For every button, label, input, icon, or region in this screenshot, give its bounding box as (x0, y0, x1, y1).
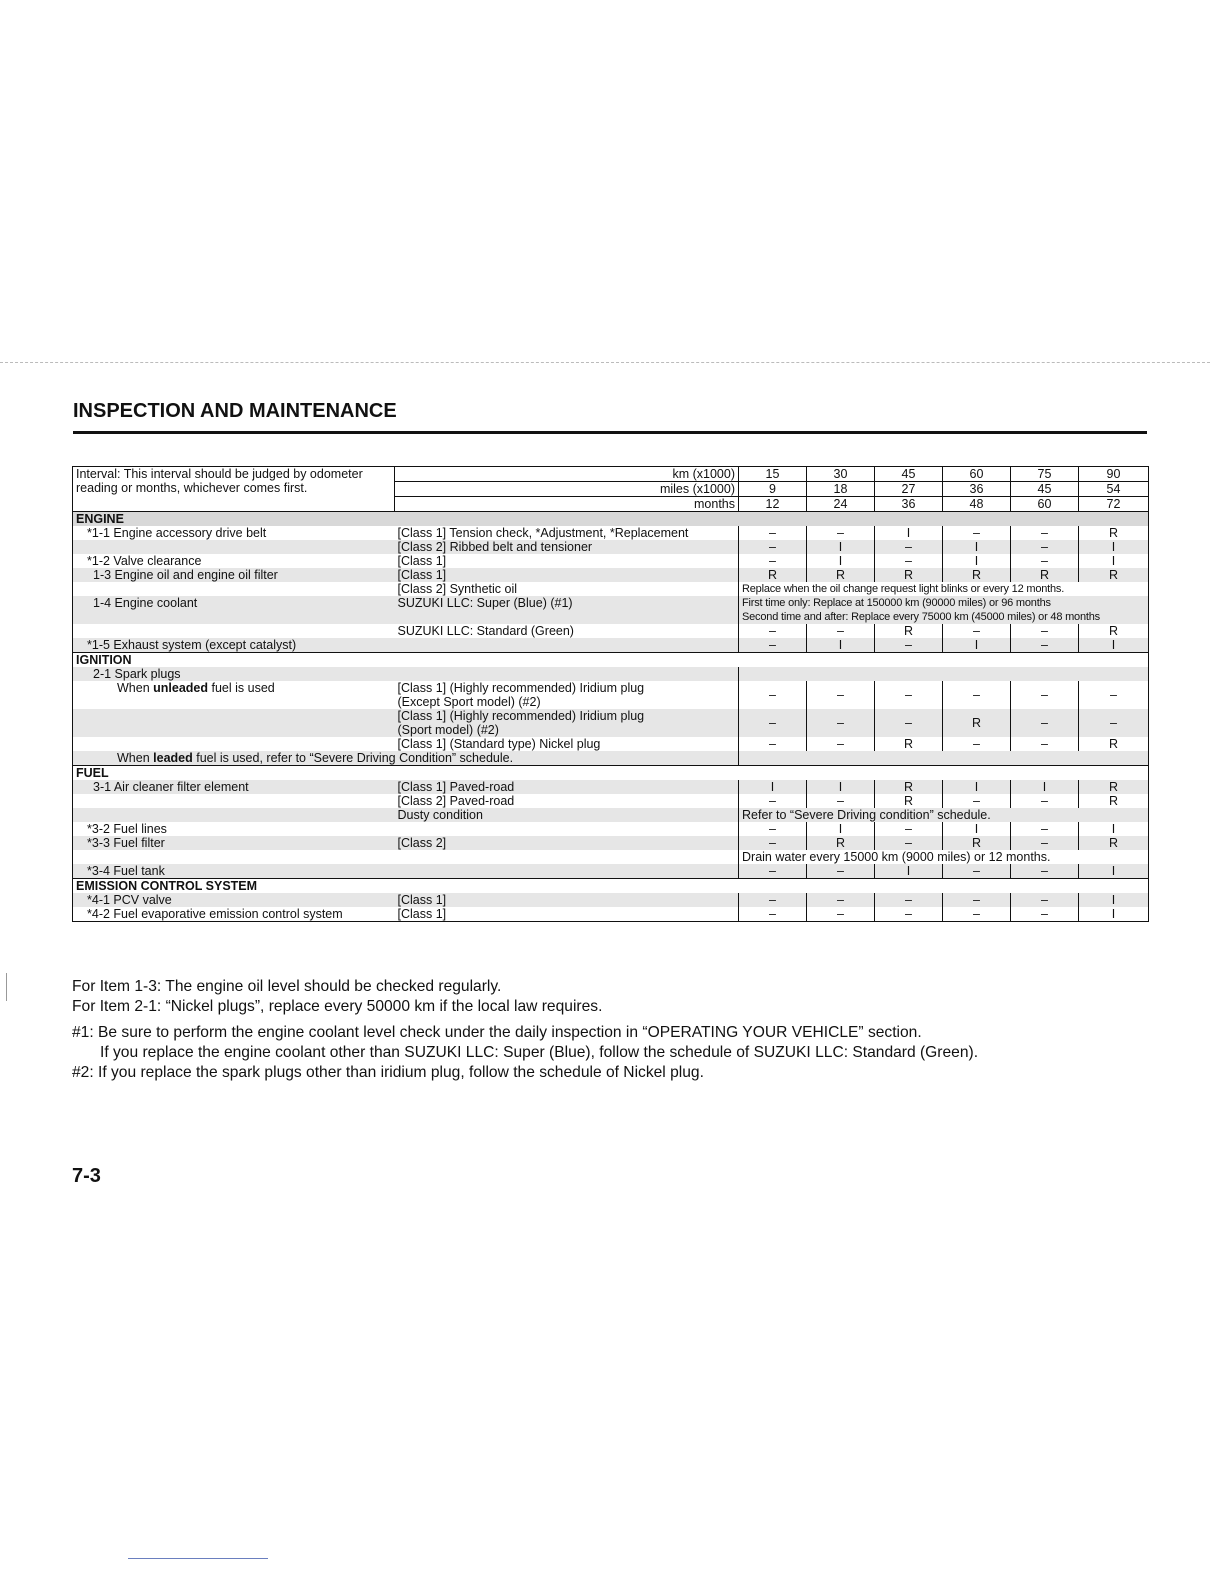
schedule-cell: – (807, 737, 875, 751)
schedule-cell: – (875, 709, 943, 737)
schedule-cell: – (739, 836, 807, 850)
schedule-cell: – (739, 893, 807, 907)
section-title: EMISSION CONTROL SYSTEM (73, 879, 1149, 894)
table-row (73, 624, 1149, 638)
schedule-cell: – (1011, 907, 1079, 922)
item-name (73, 624, 395, 638)
item-spec (395, 667, 739, 681)
note-2: #2: If you replace the spark plugs other than iridium plug, follow the schedule of Nickel plug. (72, 1064, 704, 1081)
schedule-cell: I (943, 780, 1011, 794)
schedule-cell: – (875, 554, 943, 568)
schedule-cell: – (1011, 737, 1079, 751)
schedule-cell: – (943, 864, 1011, 879)
schedule-cell: – (1011, 624, 1079, 638)
schedule-cell: – (943, 907, 1011, 922)
schedule-cell: – (739, 638, 807, 653)
table-row (73, 751, 1149, 766)
schedule-cell: – (1011, 681, 1079, 709)
spec-line: (Sport model) (#2) (397, 723, 499, 737)
item-name (73, 709, 395, 737)
scan-artifact-line (0, 362, 1210, 363)
item-name: *1-1 Engine accessory drive belt (87, 526, 267, 540)
item-name-post: fuel is used (208, 681, 275, 695)
miles-value: 9 (739, 482, 807, 497)
miles-value: 36 (943, 482, 1011, 497)
schedule-cell: – (739, 554, 807, 568)
schedule-cell: – (1011, 836, 1079, 850)
item-spec (395, 709, 739, 737)
item-spec: [Class 1] Paved-road (395, 780, 739, 794)
item-name-bold: leaded (153, 751, 193, 765)
section-header-engine (73, 512, 1149, 527)
unit-km: km (x1000) (395, 467, 739, 482)
item-name (73, 808, 395, 822)
schedule-cell: – (875, 836, 943, 850)
item-spec (395, 681, 739, 709)
footnotes (72, 977, 978, 1083)
schedule-cell: – (1011, 822, 1079, 836)
table-row (73, 638, 1149, 653)
schedule-cell: I (739, 780, 807, 794)
item-spec (395, 638, 739, 653)
empty-span (739, 667, 1149, 681)
km-value: 30 (807, 467, 875, 482)
schedule-cell: – (739, 864, 807, 879)
item-spec: [Class 1] Tension check, *Adjustment, *Replacement (397, 526, 689, 540)
item-spec: [Class 1] (397, 554, 447, 568)
schedule-cell: – (943, 624, 1011, 638)
item-spec (395, 822, 739, 836)
item-name: 3-1 Air cleaner filter element (73, 780, 395, 794)
item-name: *3-4 Fuel tank (73, 864, 395, 879)
schedule-cell: R (875, 624, 943, 638)
schedule-cell: – (739, 540, 807, 554)
table-row (73, 681, 1149, 709)
schedule-cell: – (1011, 526, 1079, 540)
table-row (73, 808, 1149, 822)
section-title: FUEL (73, 766, 1149, 781)
schedule-cell: R (875, 780, 943, 794)
schedule-cell: – (943, 794, 1011, 808)
schedule-cell: – (807, 907, 875, 922)
months-value: 12 (739, 497, 807, 512)
item-name: *4-1 PCV valve (73, 893, 395, 907)
schedule-cell: – (1011, 638, 1079, 653)
table-row (73, 780, 1149, 794)
schedule-cell: – (807, 526, 875, 540)
item-spec: [Class 1] (397, 907, 447, 921)
schedule-cell: I (1011, 780, 1079, 794)
table-row (73, 822, 1149, 836)
schedule-cell: R (739, 568, 807, 582)
item-name-pre: When (117, 681, 154, 695)
schedule-cell: R (1079, 568, 1149, 582)
schedule-cell: R (943, 568, 1011, 582)
miles-value: 54 (1079, 482, 1149, 497)
item-name (73, 794, 395, 808)
schedule-cell: – (739, 737, 807, 751)
item-name (73, 540, 395, 554)
table-row (73, 836, 1149, 850)
schedule-cell: – (875, 540, 943, 554)
months-value: 24 (807, 497, 875, 512)
schedule-cell: I (807, 822, 875, 836)
schedule-cell: – (1011, 794, 1079, 808)
schedule-cell: R (1079, 624, 1149, 638)
table-row (73, 554, 1149, 568)
unit-months: months (395, 497, 739, 512)
table-row (73, 850, 1149, 864)
schedule-cell: – (875, 638, 943, 653)
table-row (73, 893, 1149, 907)
schedule-cell: I (1079, 554, 1149, 568)
schedule-cell: – (1011, 540, 1079, 554)
item-spec: Dusty condition (395, 808, 739, 822)
item-name: *3-2 Fuel lines (87, 822, 167, 836)
note-item-2-1: For Item 2-1: “Nickel plugs”, replace every 50000 km if the local law requires. (72, 998, 603, 1015)
span-note: Refer to “Severe Driving condition” schedule. (739, 808, 1149, 822)
span-note (739, 596, 1149, 624)
empty-span (739, 751, 1149, 766)
schedule-cell: – (943, 526, 1011, 540)
schedule-cell: – (943, 737, 1011, 751)
schedule-cell: I (943, 540, 1011, 554)
schedule-cell: I (943, 638, 1011, 653)
schedule-cell: – (739, 624, 807, 638)
coolant-second-note: Second time and after: Replace every 75000 km (45000 miles) or 48 months (742, 611, 1100, 623)
item-spec (395, 850, 739, 864)
km-value: 15 (739, 467, 807, 482)
schedule-cell: I (807, 780, 875, 794)
schedule-cell: R (943, 709, 1011, 737)
title-rule (73, 431, 1147, 434)
schedule-cell: R (875, 794, 943, 808)
section-header-ignition (73, 653, 1149, 668)
schedule-cell: – (875, 822, 943, 836)
table-row (73, 864, 1149, 879)
schedule-cell: I (807, 638, 875, 653)
item-name (73, 751, 739, 766)
schedule-cell: – (739, 681, 807, 709)
km-value: 90 (1079, 467, 1149, 482)
table-row (73, 526, 1149, 540)
page-number: 7-3 (72, 1165, 101, 1187)
schedule-cell: – (739, 794, 807, 808)
schedule-cell: – (739, 907, 807, 922)
miles-value: 45 (1011, 482, 1079, 497)
table-row (73, 568, 1149, 582)
schedule-cell: I (875, 864, 943, 879)
miles-value: 18 (807, 482, 875, 497)
schedule-cell: – (739, 526, 807, 540)
spec-line: [Class 1] (Highly recommended) Iridium plug (397, 681, 645, 695)
schedule-cell: R (807, 568, 875, 582)
miles-value: 27 (875, 482, 943, 497)
km-value: 60 (943, 467, 1011, 482)
unit-miles: miles (x1000) (395, 482, 739, 497)
table-row (73, 794, 1149, 808)
schedule-cell: – (875, 907, 943, 922)
schedule-cell: – (1079, 709, 1149, 737)
item-spec: SUZUKI LLC: Super (Blue) (#1) (395, 596, 739, 624)
schedule-cell: – (1011, 893, 1079, 907)
note-1-continued: If you replace the engine coolant other than SUZUKI LLC: Super (Blue), follow the schedule of SUZUKI LLC: Standard (Green). (100, 1044, 979, 1061)
schedule-cell: I (1079, 893, 1149, 907)
section-title: ENGINE (73, 512, 1149, 527)
table-row (73, 709, 1149, 737)
schedule-cell: I (1079, 864, 1149, 879)
page-title: INSPECTION AND MAINTENANCE (73, 400, 397, 422)
span-note: Drain water every 15000 km (9000 miles) or 12 months. (739, 850, 1149, 864)
table-row (73, 540, 1149, 554)
span-note: Replace when the oil change request light blinks or every 12 months. (739, 582, 1149, 596)
table-row (73, 596, 1149, 624)
table-row (73, 737, 1149, 751)
item-name-pre: When (117, 751, 154, 765)
header-row-km (73, 467, 1149, 482)
schedule-cell: I (1079, 540, 1149, 554)
schedule-cell: R (807, 836, 875, 850)
spec-line: [Class 1] (Highly recommended) Iridium plug (397, 709, 645, 723)
km-value: 45 (875, 467, 943, 482)
schedule-cell: I (807, 540, 875, 554)
months-value: 60 (1011, 497, 1079, 512)
item-name (73, 850, 395, 864)
schedule-cell: – (807, 624, 875, 638)
item-name (73, 737, 395, 751)
item-spec: [Class 2] (395, 836, 739, 850)
schedule-cell: – (1011, 864, 1079, 879)
item-name: *1-2 Valve clearance (87, 554, 202, 568)
item-spec (395, 864, 739, 879)
schedule-cell: – (943, 893, 1011, 907)
item-spec: [Class 1] (395, 568, 739, 582)
item-name-post: fuel is used, refer to “Severe Driving Condition” schedule. (192, 751, 514, 765)
schedule-cell: – (807, 681, 875, 709)
item-spec: SUZUKI LLC: Standard (Green) (397, 624, 574, 638)
section-title: IGNITION (73, 653, 1149, 668)
schedule-cell: R (875, 568, 943, 582)
schedule-cell: I (1079, 907, 1149, 922)
item-name: *4-2 Fuel evaporative emission control system (87, 907, 343, 921)
item-name: 1-3 Engine oil and engine oil filter (73, 568, 395, 582)
schedule-cell: – (739, 709, 807, 737)
interval-label: Interval: This interval should be judged by odometer reading or months, whichever comes first. (73, 467, 395, 512)
schedule-cell: – (739, 822, 807, 836)
item-name: *3-3 Fuel filter (73, 836, 395, 850)
schedule-cell: I (943, 822, 1011, 836)
schedule-cell: – (1011, 709, 1079, 737)
schedule-cell: I (1079, 822, 1149, 836)
table-row (73, 667, 1149, 681)
item-name: *1-5 Exhaust system (except catalyst) (73, 638, 395, 653)
schedule-cell: R (1079, 794, 1149, 808)
coolant-first-note: First time only: Replace at 150000 km (90000 miles) or 96 months (742, 597, 1051, 609)
section-header-fuel (73, 766, 1149, 781)
months-value: 48 (943, 497, 1011, 512)
km-value: 75 (1011, 467, 1079, 482)
schedule-cell: R (1079, 836, 1149, 850)
item-name: 1-4 Engine coolant (73, 596, 395, 624)
schedule-cell: R (1079, 780, 1149, 794)
item-name (73, 681, 395, 709)
schedule-cell: R (943, 836, 1011, 850)
schedule-cell: – (807, 709, 875, 737)
note-item-1-3: For Item 1-3: The engine oil level should be checked regularly. (72, 978, 502, 995)
schedule-cell: – (943, 681, 1011, 709)
schedule-cell: I (875, 526, 943, 540)
schedule-cell: R (1079, 737, 1149, 751)
schedule-cell: R (1079, 526, 1149, 540)
schedule-cell: I (943, 554, 1011, 568)
item-spec: [Class 2] Paved-road (397, 794, 515, 808)
schedule-cell: I (1079, 638, 1149, 653)
schedule-cell: – (875, 893, 943, 907)
schedule-cell: R (875, 737, 943, 751)
schedule-cell: – (807, 893, 875, 907)
months-value: 36 (875, 497, 943, 512)
table-row (73, 582, 1149, 596)
maintenance-schedule-table (72, 466, 1149, 922)
schedule-cell: R (1011, 568, 1079, 582)
schedule-cell: I (807, 554, 875, 568)
months-value: 72 (1079, 497, 1149, 512)
schedule-cell: – (1079, 681, 1149, 709)
item-spec: [Class 1] (395, 893, 739, 907)
item-name-bold: unleaded (153, 681, 209, 695)
note-1: #1: Be sure to perform the engine coolant level check under the daily inspection in “OPERATING YOUR VEHICLE” section. (72, 1024, 922, 1041)
schedule-cell: – (807, 794, 875, 808)
schedule-cell: – (807, 864, 875, 879)
scan-margin-mark (6, 973, 7, 1001)
spec-line: (Except Sport model) (#2) (397, 695, 541, 709)
item-spec: [Class 1] (Standard type) Nickel plug (397, 737, 601, 751)
bottom-rule (128, 1558, 268, 1559)
schedule-cell: – (875, 681, 943, 709)
item-spec: [Class 2] Ribbed belt and tensioner (395, 540, 739, 554)
schedule-cell: – (1011, 554, 1079, 568)
item-name (73, 582, 395, 596)
section-header-emission (73, 879, 1149, 894)
item-name: 2-1 Spark plugs (73, 667, 395, 681)
item-spec: [Class 2] Synthetic oil (397, 582, 517, 596)
table-row (73, 907, 1149, 922)
